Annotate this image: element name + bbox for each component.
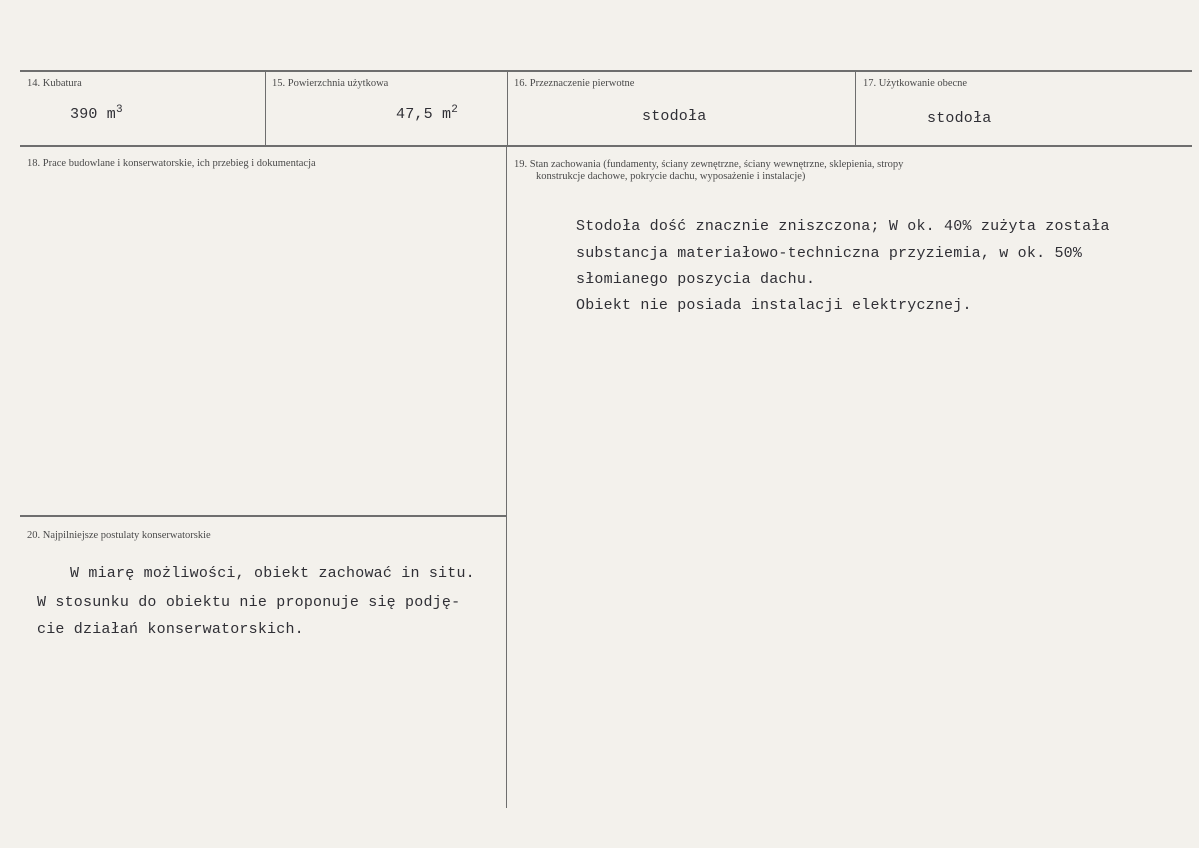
field-20-text-line-1: W miarę możliwości, obiekt zachować in situ. — [70, 565, 475, 582]
field-20-label: 20. Najpilniejsze postulaty konserwatorskie — [27, 530, 211, 541]
field-17-label: 17. Użytkowanie obecne — [863, 78, 968, 89]
row1-bottom-rule — [20, 145, 1192, 147]
field-19-text-line-1: Stodoła dość znacznie zniszczona; W ok. 40% zużyta została — [576, 218, 1110, 235]
field-15-label: 15. Powierzchnia użytkowa — [272, 78, 389, 89]
divider-16-17 — [855, 71, 856, 145]
field-15-value: 47,5 $m^2$ — [396, 104, 459, 123]
field-14-label: 14. Kubatura — [27, 78, 82, 89]
field-20-text-line-3: cie działań konserwatorskich. — [37, 621, 304, 638]
divider-14-15 — [265, 71, 266, 145]
top-rule — [20, 70, 1192, 72]
field-16-label: 16. Przeznaczenie pierwotne — [514, 78, 635, 89]
section18-bottom-rule — [20, 515, 506, 517]
field-18-label: 18. Prace budowlane i konserwatorskie, ich przebieg i dokumentacja — [27, 158, 316, 169]
field-19-text-line-3: słomianego poszycia dachu. — [576, 271, 816, 288]
field-19-label-line1: 19. Stan zachowania (fundamenty, ściany zewnętrzne, ściany wewnętrzne, sklepienia, stropy — [514, 159, 904, 170]
field-19-text-line-2: substancja materiałowo-techniczna przyziemia, w ok. 50% — [576, 245, 1083, 262]
divider-main-column — [506, 146, 507, 808]
divider-15-16 — [507, 71, 508, 145]
field-17-value: stodoła — [927, 110, 992, 127]
field-20-text-line-2: W stosunku do obiektu nie proponuje się podję- — [37, 594, 461, 611]
field-19-label-line2: konstrukcje dachowe, pokrycie dachu, wyposażenie i instalacje) — [536, 171, 806, 182]
field-19-text-line-4: Obiekt nie posiada instalacji elektrycznej. — [576, 297, 972, 314]
field-14-value: 390 $m^3$ — [70, 104, 123, 123]
field-16-value: stodoła — [642, 108, 707, 125]
